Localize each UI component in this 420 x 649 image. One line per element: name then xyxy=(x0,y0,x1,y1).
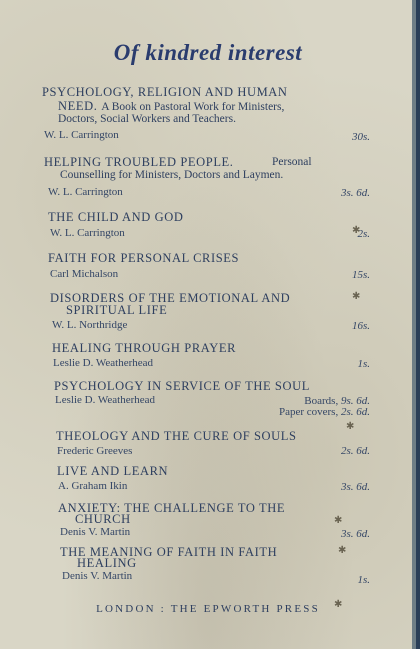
book-price: 1s. xyxy=(357,574,370,586)
book-title: ANXIETY: THE CHALLENGE TO THE xyxy=(58,501,286,515)
book-author: Frederic Greeves xyxy=(57,445,133,457)
list-heading: Of kindred interest xyxy=(113,40,303,65)
book-author: W. L. Carrington xyxy=(44,129,119,141)
book-title: CHURCH xyxy=(75,512,131,526)
book-price-paper: Paper covers, 2s. 6d. xyxy=(278,406,370,418)
book-title: THE CHILD AND GOD xyxy=(48,210,184,224)
book-price: 3s. 6d. xyxy=(340,187,370,199)
cover-edge xyxy=(412,0,416,649)
book-title: FAITH FOR PERSONAL CRISES xyxy=(48,251,240,265)
book-title: HEALING THROUGH PRAYER xyxy=(52,341,237,355)
book-price-boards: Boards, 9s. 6d. xyxy=(304,395,370,407)
book-description: Doctors, Social Workers and Teachers. xyxy=(58,113,236,125)
book-author: W. L. Carrington xyxy=(48,186,123,198)
book-price: 16s. xyxy=(351,320,370,332)
book-title: THE MEANING OF FAITH IN FAITH xyxy=(60,545,278,559)
publisher-imprint: LONDON : THE EPWORTH PRESS xyxy=(96,603,320,615)
book-author: W. L. Northridge xyxy=(52,319,128,331)
book-title: DISORDERS OF THE EMOTIONAL AND xyxy=(50,291,291,305)
foxing-mark-icon: ✱ xyxy=(352,291,361,302)
book-author: W. L. Carrington xyxy=(50,227,125,239)
book-price: 3s. 6d. xyxy=(340,481,370,493)
book-description: A Book on Pastoral Work for Ministers, xyxy=(101,101,285,113)
foxing-mark-icon: ✱ xyxy=(334,515,343,526)
book-author: A. Graham Ikin xyxy=(58,480,128,492)
book-price: 15s. xyxy=(351,269,370,281)
book-price: 2s. 6d. xyxy=(340,445,370,457)
book-price: 2s. xyxy=(357,228,370,240)
book-author: Leslie D. Weatherhead xyxy=(55,394,156,406)
foxing-mark-icon: ✱ xyxy=(334,599,343,610)
book-title: SPIRITUAL LIFE xyxy=(66,303,168,317)
book-author: Denis V. Martin xyxy=(60,526,131,538)
foxing-mark-icon: ✱ xyxy=(338,545,347,556)
book-price: 3s. 6d. xyxy=(340,528,370,540)
book-author: Carl Michalson xyxy=(50,268,119,280)
book-description: Counselling for Ministers, Doctors and Laymen. xyxy=(60,169,284,181)
book-title: LIVE AND LEARN xyxy=(57,464,169,478)
book-title: HEALING xyxy=(77,556,137,570)
book-title: HELPING TROUBLED PEOPLE. xyxy=(44,155,234,169)
book-description: Personal xyxy=(272,156,312,168)
book-title: NEED. A Book on Pastoral Work for Ministers, xyxy=(58,99,285,113)
book-title: THEOLOGY AND THE CURE OF SOULS xyxy=(56,429,297,443)
book-author: Leslie D. Weatherhead xyxy=(53,357,154,369)
foxing-mark-icon: ✱ xyxy=(352,225,361,236)
book-price: 1s. xyxy=(357,358,370,370)
book-title: PSYCHOLOGY IN SERVICE OF THE SOUL xyxy=(54,379,310,393)
book-price: 30s. xyxy=(351,131,370,143)
book-title: PSYCHOLOGY, RELIGION AND HUMAN xyxy=(42,85,288,99)
book-author: Denis V. Martin xyxy=(62,570,133,582)
foxing-mark-icon: ✱ xyxy=(346,421,355,432)
